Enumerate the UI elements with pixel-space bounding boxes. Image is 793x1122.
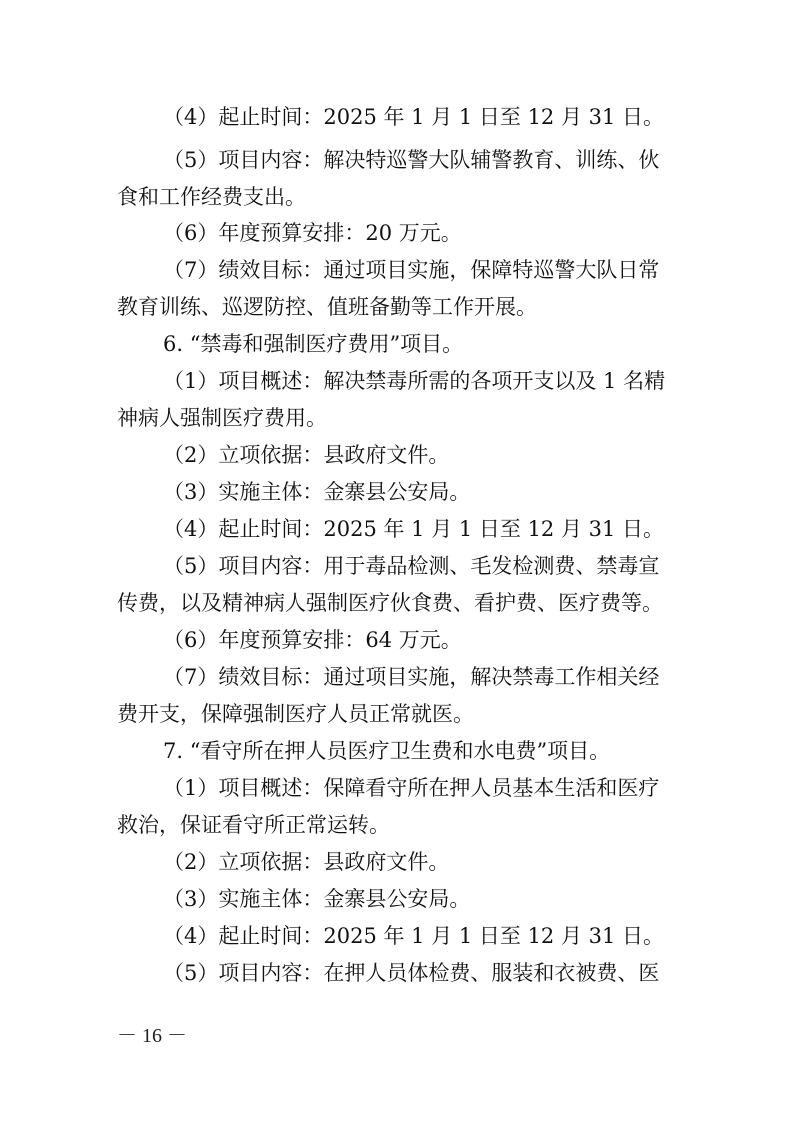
text-line: （4）起止时间：2025 年 1 月 1 日至 12 月 31 日。 (163, 105, 665, 129)
text-line: 食和工作经费支出。 (117, 185, 306, 209)
text-line: 传费，以及精神病人强制医疗伙食费、看护费、医疗费等。 (117, 591, 663, 615)
text-line: 神病人强制医疗费用。 (117, 406, 327, 430)
text-line: 教育训练、巡逻防控、值班备勤等工作开展。 (117, 295, 537, 319)
text-line: 救治，保证看守所正常运转。 (117, 813, 390, 837)
text-line: 6. “禁毒和强制医疗费用”项目。 (163, 332, 464, 356)
text-line: （6）年度预算安排：20 万元。 (163, 221, 462, 245)
text-line: （3）实施主体：金寨县公安局。 (163, 887, 471, 911)
text-line: （6）年度预算安排：64 万元。 (163, 628, 462, 652)
text-line: （1）项目概述：保障看守所在押人员基本生活和医疗 (163, 776, 660, 800)
text-line: 费开支，保障强制医疗人员正常就医。 (117, 702, 474, 726)
text-line: （2）立项依据：县政府文件。 (163, 443, 450, 467)
page-number: － 16 － (117, 1025, 187, 1047)
text-line: （7）绩效目标：通过项目实施，保障特巡警大队日常 (163, 258, 660, 282)
text-line: （7）绩效目标：通过项目实施，解决禁毒工作相关经 (163, 665, 660, 689)
text-line: 7. “看守所在押人员医疗卫生费和水电费”项目。 (163, 739, 611, 763)
text-line: （4）起止时间：2025 年 1 月 1 日至 12 月 31 日。 (163, 924, 665, 948)
text-line: （3）实施主体：金寨县公安局。 (163, 480, 471, 504)
text-line: （2）立项依据：县政府文件。 (163, 850, 450, 874)
text-line: （5）项目内容：在押人员体检费、服装和衣被费、医 (163, 961, 660, 985)
text-line: （1）项目概述：解决禁毒所需的各项开支以及 1 名精 (163, 369, 666, 393)
text-line: （5）项目内容：用于毒品检测、毛发检测费、禁毒宣 (163, 554, 660, 578)
text-line: （5）项目内容：解决特巡警大队辅警教育、训练、伙 (163, 148, 660, 172)
text-line: （4）起止时间：2025 年 1 月 1 日至 12 月 31 日。 (163, 517, 665, 541)
